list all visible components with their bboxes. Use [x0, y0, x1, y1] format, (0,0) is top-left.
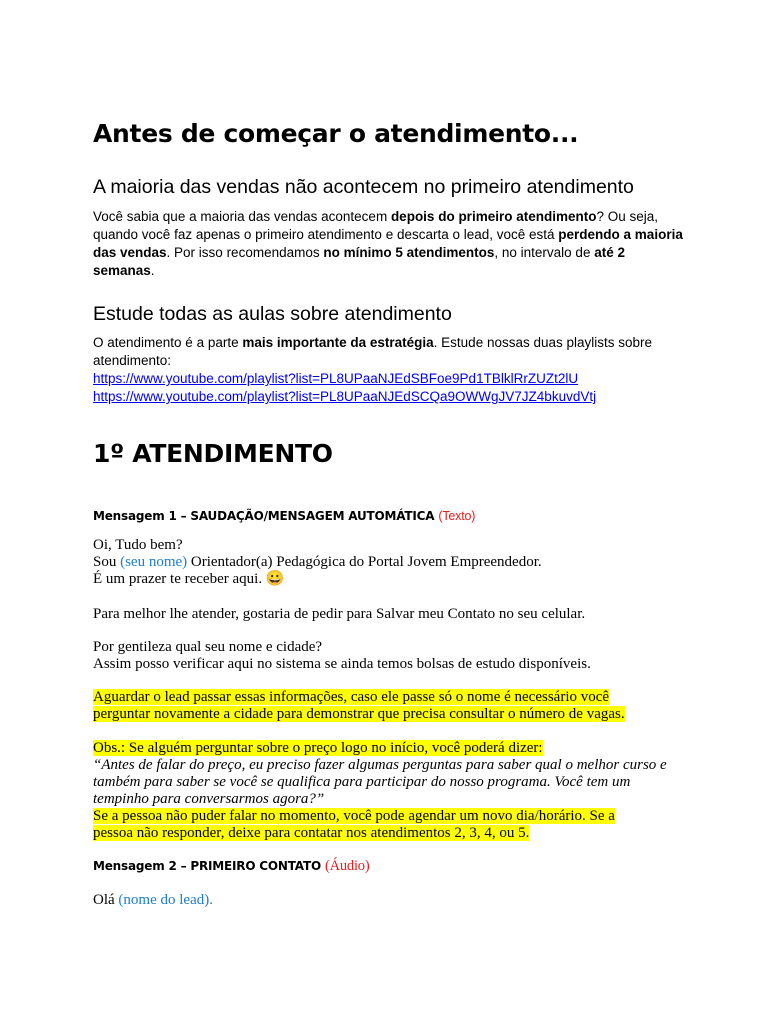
- highlighted-text: Aguardar o lead passar essas informações, caso ele passe só o nome é necessário você: [93, 689, 610, 705]
- bold-run: perdendo a maioria das vendas: [93, 227, 683, 260]
- bold-run: mais importante da estratégia: [242, 335, 434, 350]
- text-run: . Estude nossas duas playlists sobre atendimento:: [93, 335, 653, 368]
- message-1-nome-cidade: [93, 639, 688, 673]
- message-2-label: [93, 858, 688, 875]
- message-label-text: Mensagem 2 – PRIMEIRO CONTATO: [93, 859, 321, 873]
- section-heading-vendas: A maioria das vendas não acontecem no primeiro atendimento: [93, 176, 634, 198]
- highlighted-text: pessoa não responder, deixe para contatar nos atendimentos 2, 3, 4, ou 5.: [93, 825, 530, 841]
- message-1-salvar-contato: Para melhor lhe atender, gostaria de pedir para Salvar meu Contato no seu celular.: [93, 606, 586, 622]
- message-type-tag: (Áudio): [324, 858, 370, 874]
- text-run: Você sabia que a maioria das vendas acontecem: [93, 209, 391, 224]
- atendimento-heading: 1º ATENDIMENTO: [93, 439, 333, 468]
- playlist-link-1[interactable]: https://www.youtube.com/playlist?list=PL8UPaaNJEdSBFoe9Pd1TBlklRrZUZt2lU: [93, 371, 579, 386]
- page-title: Antes de começar o atendimento...: [93, 119, 579, 148]
- message-1-greeting: [93, 537, 688, 588]
- paragraph-aulas: [93, 334, 688, 406]
- text-run: , no intervalo de: [494, 245, 595, 260]
- playlist-link-2[interactable]: https://www.youtube.com/playlist?list=PL8UPaaNJEdSCQa9OWWgJV7JZ4bkuvdVtj: [93, 389, 597, 404]
- text-run: Olá: [93, 892, 119, 908]
- text-run: . Por isso recomendamos: [166, 245, 324, 260]
- highlighted-text: perguntar novamente a cidade para demonstrar que precisa consultar o número de vagas.: [93, 706, 625, 722]
- obs-highlighted-text: Obs.: Se alguém perguntar sobre o preço logo no início, você poderá dizer:: [93, 740, 543, 756]
- paragraph-aulas-text: [93, 334, 688, 370]
- message-label-text: Mensagem 1 – SAUDAÇÃO/MENSAGEM AUTOMÁTICA: [93, 509, 435, 523]
- text-run: ? Ou seja, quando você faz apenas o primeiro atendimento e descarta o lead, você está: [93, 209, 659, 242]
- text-line: Assim posso verificar aqui no sistema se ainda temos bolsas de estudo disponíveis.: [93, 656, 591, 672]
- bold-run: depois do primeiro atendimento: [390, 209, 597, 224]
- message-1-label: [93, 509, 688, 523]
- section-heading-aulas: Estude todas as aulas sobre atendimento: [93, 303, 452, 325]
- text-run: Sou: [93, 554, 121, 570]
- greeting-line: [93, 554, 688, 571]
- message-2-greeting: [93, 892, 688, 909]
- greeting-line: É um prazer te receber aqui. 😀: [93, 571, 285, 587]
- text-run: .: [150, 263, 155, 278]
- highlighted-text: Se a pessoa não puder falar no momento, você pode agendar um novo dia/horário. Se a: [93, 808, 615, 824]
- message-type-tag: (Texto): [438, 509, 476, 523]
- greeting-line: Oi, Tudo bem?: [93, 537, 183, 553]
- placeholder-seu-nome: (seu nome): [120, 554, 188, 570]
- obs-quote: “Antes de falar do preço, eu preciso fazer algumas perguntas para saber qual o melhor curso e também para saber se você se qualifica para participar do nosso programa. Você tem um tempinho para conversarmos agora?”: [93, 757, 667, 807]
- highlight-aguardar-lead: [93, 689, 688, 723]
- obs-preco: [93, 740, 688, 842]
- text-run: O atendimento é a parte: [93, 335, 243, 350]
- bold-run: até 2 semanas: [93, 245, 625, 278]
- placeholder-nome-lead: (nome do lead).: [118, 892, 213, 908]
- paragraph-vendas: [93, 208, 688, 280]
- bold-run: no mínimo 5 atendimentos: [323, 245, 495, 260]
- text-line: Por gentileza qual seu nome e cidade?: [93, 639, 323, 655]
- text-run: Orientador(a) Pedagógica do Portal Jovem Empreendedor.: [187, 554, 542, 570]
